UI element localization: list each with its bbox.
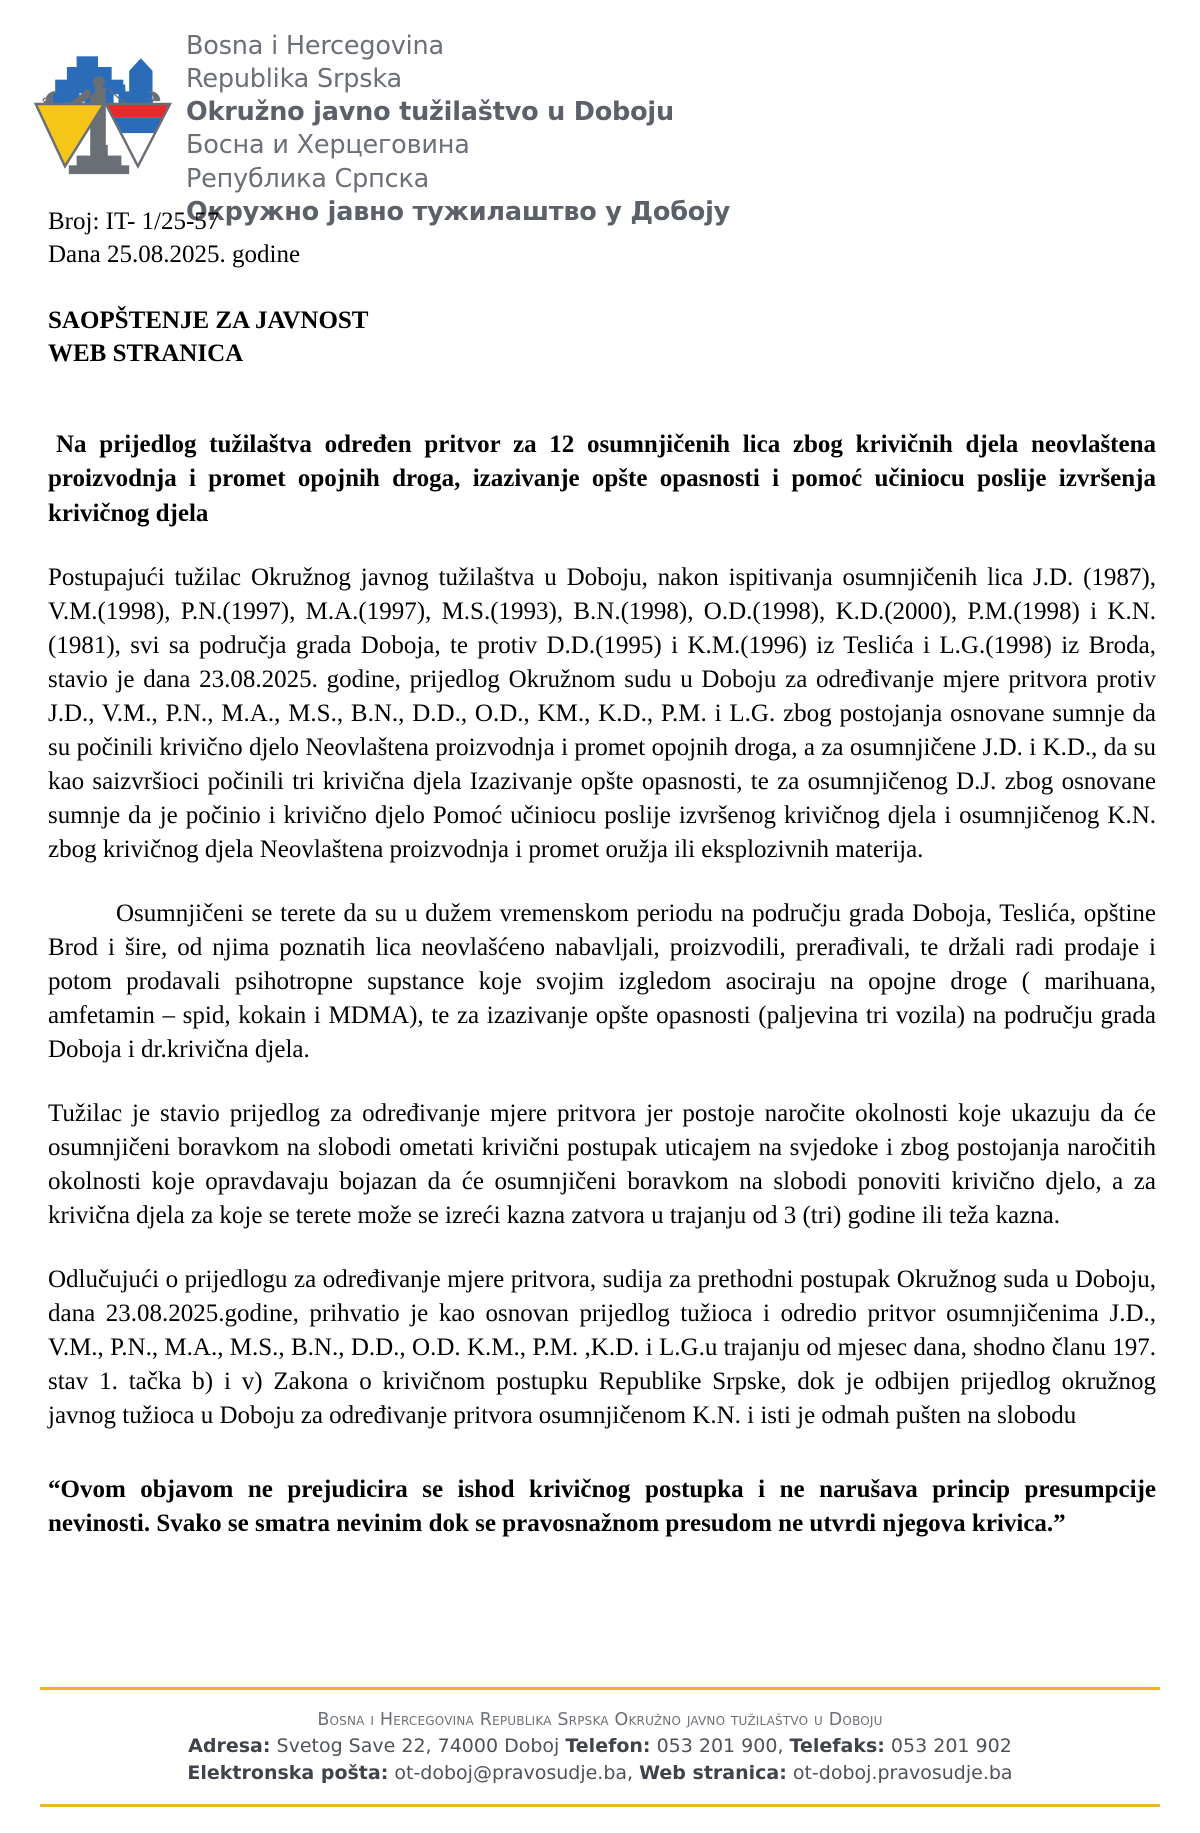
letterhead-line-country-cyrillic: Босна и Херцеговина: [186, 130, 470, 161]
footer-web-value[interactable]: ot-doboj.pravosudje.ba: [786, 1762, 1013, 1785]
footer-address-label: Adresa:: [188, 1734, 271, 1757]
footer-divider-bottom: [40, 1804, 1160, 1807]
document-date: Dana 25.08.2025. godine: [48, 240, 301, 268]
body-paragraph-1: Postupajući tužilac Okružnog javnog tužilaštva u Doboju, nakon ispitivanja osumnjičenih lica J.D. (1987), V.M.(1998), P.N.(1997), M.A.(1997), M.S.(1993), B.N.(1998), O.D.(1998), K.D.(2000), P.M.(1998) i K.N.(1981), svi sa područja grada Doboja, te protiv D.D.(1995) i K.M.(1996) iz Teslića i L.G.(1998) iz Broda, stavio je dana 23.08.2025. godine, prijedlog Okružnom sudu u Doboju za određivanje mjere pritvora protiv J.D., V.M., P.N., M.A., M.S., B.N., D.D., O.D., KM., K.D., P.M. i L.G. zbog postojanja osnovane sumnje da su počinili krivično djelo Neovlaštena proizvodnja i promet opojnih droga, a za osumnjičene J.D. i K.D., da su kao saizvršioci počinili tri krivična djela Izazivanje opšte opasnosti, te za osumnjičenog D.J. zbog osnovane sumnje da je počinio i krivično djelo Pomoć učiniocu poslije izvršenog krivičnog djela i osumnjičenog K.N. zbog krivičnog djela Neovlaštena proizvodnja i promet oružja ili eksplozivnih materija.: [48, 563, 1156, 863]
document-content: [0, 170, 1200, 1687]
letterhead-line-entity-latin: Republika Srpska: [186, 64, 402, 95]
lead-paragraph: Na prijedlog tužilaštva određen pritvor za 12 osumnjičenih lica zbog krivičnih djela neovlaštena proizvodnja i promet opojnih droga, izazivanje opšte opasnosti i pomoć učiniocu poslije izvršenja krivičnog djela: [48, 431, 1156, 527]
footer-web-label: Web stranica:: [639, 1762, 787, 1785]
body-paragraph-4: Odlučujući o prijedlogu za određivanje mjere pritvora, sudija za prethodni postupak Okružnog suda u Doboju, dana 23.08.2025.godine, prihvatio je kao osnovan prijedlog tužioca i odredio pritvor osumnjičenima J.D., V.M., P.N., M.A., M.S., B.N., D.D., O.D. K.M., P.M. ,K.D. i L.G.u trajanju od mjesec dana, shodno članu 197. stav 1. tačka b) i v) Zakona o krivičnom postupku Republike Srpske, dok je odbijen prijedlog okružnog javnog tužioca u Doboju za određivanje pritvora osumnjičenom K.N. i isti je odmah pušten na slobodu: [48, 1265, 1156, 1429]
presumption-of-innocence-disclaimer: “Ovom objavom ne prejudicira se ishod krivičnog postupka i ne narušava princip presumpcije nevinosti. Svako se smatra nevinim dok se pravosnažnom presudom ne utvrdi njegova krivica.”: [48, 1475, 1156, 1537]
footer-fax-label: Telefaks:: [789, 1734, 885, 1757]
prosecutors-office-emblem-logo: [26, 30, 172, 178]
footer-divider-top: [40, 1687, 1160, 1690]
footer-phone-value: 053 201 900,: [650, 1734, 790, 1757]
title-line-press-release: SAOPŠTENJE ZA JAVNOST: [48, 307, 369, 334]
footer-organization-name: Bosna i Hercegovina Republika Srpska Okružno javno tužilaštvo u Doboju: [317, 1709, 883, 1730]
body-paragraph-3: Tužilac je stavio prijedlog za određivanje mjere pritvora jer postoje naročite okolnosti koje ukazuju da će osumnjičeni boravkom na slobodi ometati krivični postupak uticajem na svjedoke i zbog postojanja naročitih okolnosti koje opravdavaju bojazan da će osumnjičeni boravkom na slobodi ponoviti krivično djelo, a za krivična djela za koje se terete može se izreći kazna zatvora u trajanju od 3 (tri) godine ili teža kazna.: [48, 1099, 1156, 1229]
document-number: Broj: IT- 1/25-57: [48, 208, 220, 235]
footer-address-line: [40, 1733, 1160, 1761]
letterhead-line-office-cyrillic: Окружно јавно тужилаштво у Добоју: [186, 196, 731, 227]
footer-email-line: [40, 1760, 1160, 1788]
title-line-web-page: WEB STRANICA: [48, 339, 244, 367]
body-paragraph-2: Osumnjičeni se terete da su u dužem vremenskom periodu na području grada Doboja, Teslića, opštine Brod i šire, od njima poznatih lica neovlašćeno nabavljali, proizvodili, prerađivali, te držali radi prodaje i potom prodavali psihotropne supstance koje svojim izgledom asociraju na opojne droge ( marihuana, amfetamin – spid, kokain i MDMA), te za izazivanje opšte opasnosti (paljevina tri vozila) na području grada Doboja i dr.krivična djela.: [48, 899, 1156, 1063]
letterhead-line-office-latin: Okružno javno tužilaštvo u Doboju: [186, 97, 674, 128]
footer-email-value[interactable]: ot-doboj@pravosudje.ba,: [388, 1762, 640, 1785]
letterhead-line-entity-cyrillic: Република Српска: [186, 163, 430, 194]
page-title: [48, 305, 1156, 370]
document-meta: [48, 206, 1156, 271]
footer-email-label: Elektronska pošta:: [187, 1762, 389, 1785]
footer-address-value: Svetog Save 22, 74000 Doboj: [270, 1734, 566, 1757]
footer-contact-block: [40, 1708, 1160, 1788]
document-footer: [0, 1687, 1200, 1833]
letterhead-line-country-latin: Bosna i Hercegovina: [186, 31, 444, 61]
footer-phone-label: Telefon:: [565, 1734, 651, 1757]
footer-fax-value: 053 201 902: [884, 1734, 1012, 1757]
